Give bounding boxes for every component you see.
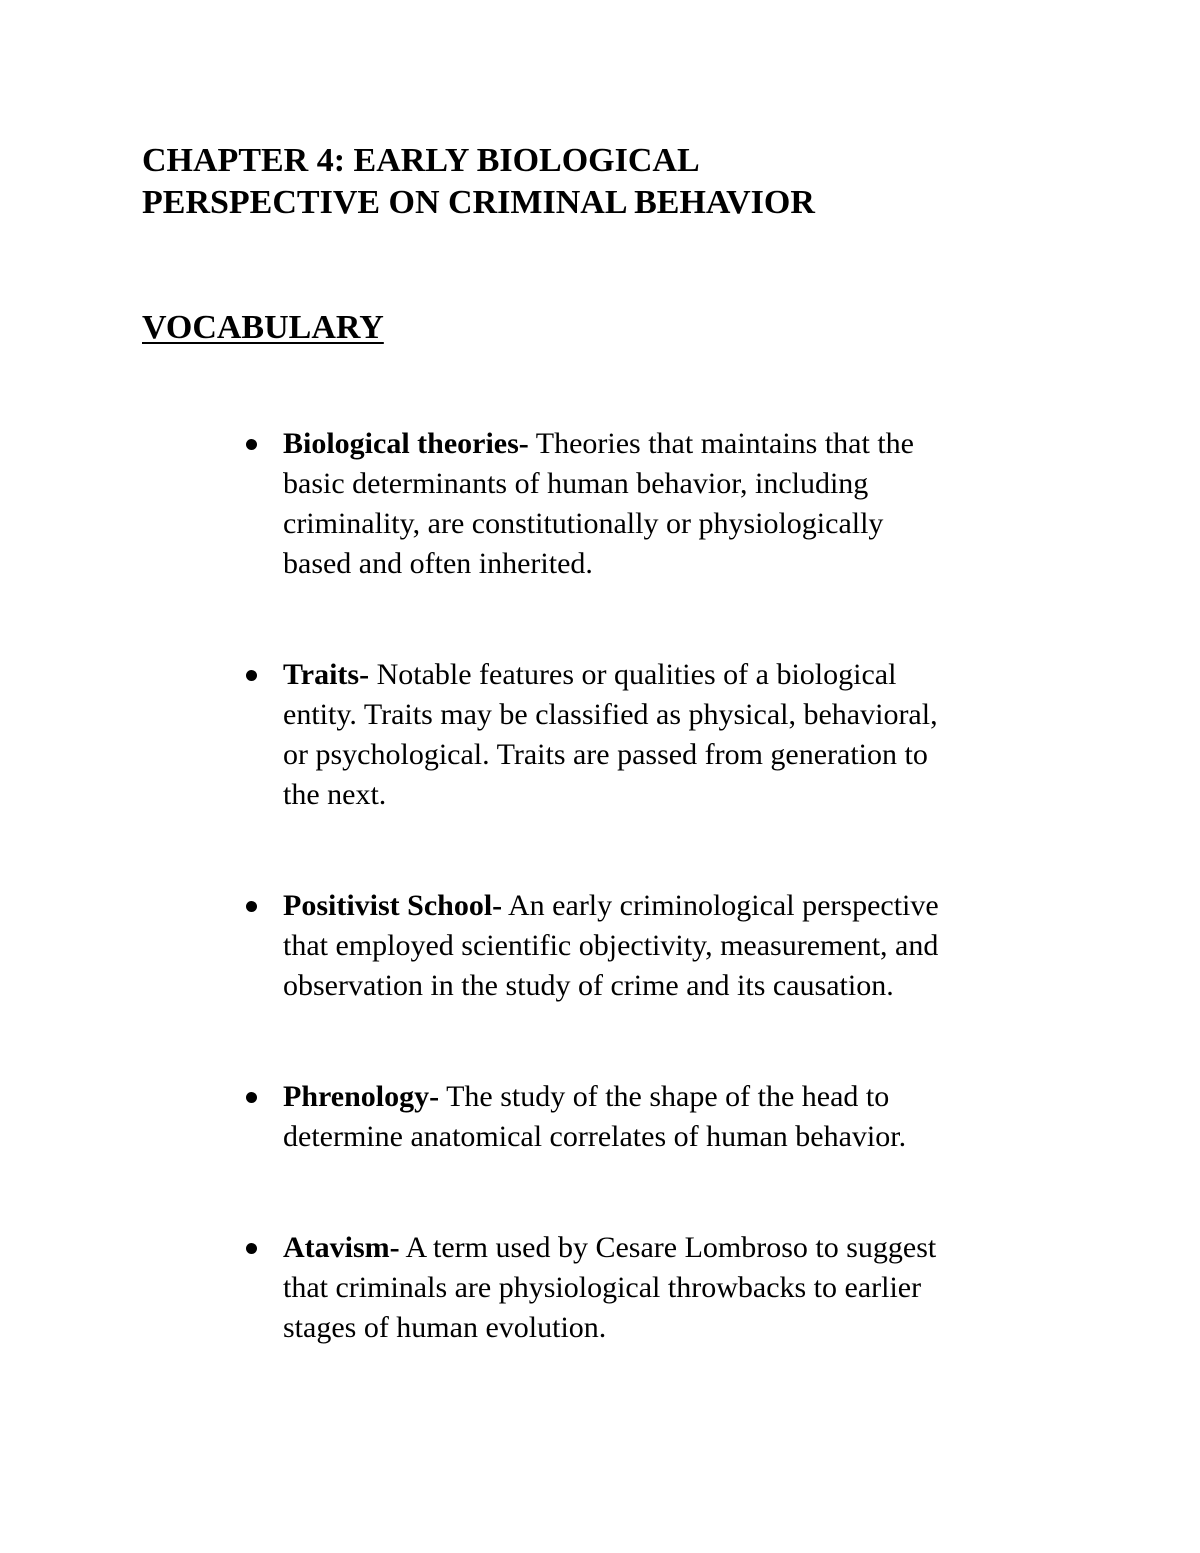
term-definition-line: Theories that maintains that the: [528, 427, 914, 460]
term-definition-line: that criminals are physiological throwbacks to earlier: [283, 1271, 922, 1304]
term-name: Atavism-: [283, 1231, 400, 1264]
bullet-icon: [246, 1092, 257, 1103]
term-line: [283, 1077, 1073, 1117]
term-line: [283, 655, 1073, 695]
term-definition-line: entity. Traits may be classified as physical, behavioral,: [283, 698, 938, 731]
bullet-icon: [246, 901, 257, 912]
term-line: [283, 424, 1073, 464]
vocabulary-heading: VOCABULARY: [142, 309, 384, 346]
term-body: [283, 1228, 1073, 1348]
bullet-icon: [246, 670, 257, 681]
chapter-title-line-1: CHAPTER 4: EARLY BIOLOGICAL: [142, 142, 700, 179]
term-definition-line: basic determinants of human behavior, including: [283, 467, 869, 500]
term-name: Biological theories-: [283, 427, 529, 460]
chapter-title: [142, 140, 1042, 224]
bullet-icon: [246, 1243, 257, 1254]
term-definition-line: that employed scientific objectivity, measurement, and: [283, 929, 939, 962]
term-definition-line: determine anatomical correlates of human behavior.: [283, 1120, 907, 1153]
term-line: [283, 886, 1073, 926]
term-body: [283, 1077, 1073, 1157]
bullet-icon: [246, 439, 257, 450]
term-definition-line: criminality, are constitutionally or physiologically: [283, 507, 884, 540]
term-body: [283, 886, 1073, 1006]
term-definition-line: the next.: [283, 778, 387, 811]
term-definition-line: or psychological. Traits are passed from generation to: [283, 738, 928, 771]
term-line: [283, 1228, 1073, 1268]
term-definition-line: The study of the shape of the head to: [439, 1080, 890, 1113]
term-definition-line: based and often inherited.: [283, 547, 593, 580]
term-body: [283, 655, 1073, 815]
term-name: Positivist School-: [283, 889, 503, 922]
term-definition-line: stages of human evolution.: [283, 1311, 607, 1344]
term-name: Traits-: [283, 658, 370, 691]
term-definition-line: A term used by Cesare Lombroso to suggest: [399, 1231, 937, 1264]
term-definition-line: observation in the study of crime and its causation.: [283, 969, 894, 1002]
term-name: Phrenology-: [283, 1080, 440, 1113]
term-definition-line: An early criminological perspective: [502, 889, 939, 922]
term-body: [283, 424, 1073, 584]
chapter-title-line-2: PERSPECTIVE ON CRIMINAL BEHAVIOR: [142, 184, 815, 221]
term-definition-line: Notable features or qualities of a biological: [369, 658, 897, 691]
